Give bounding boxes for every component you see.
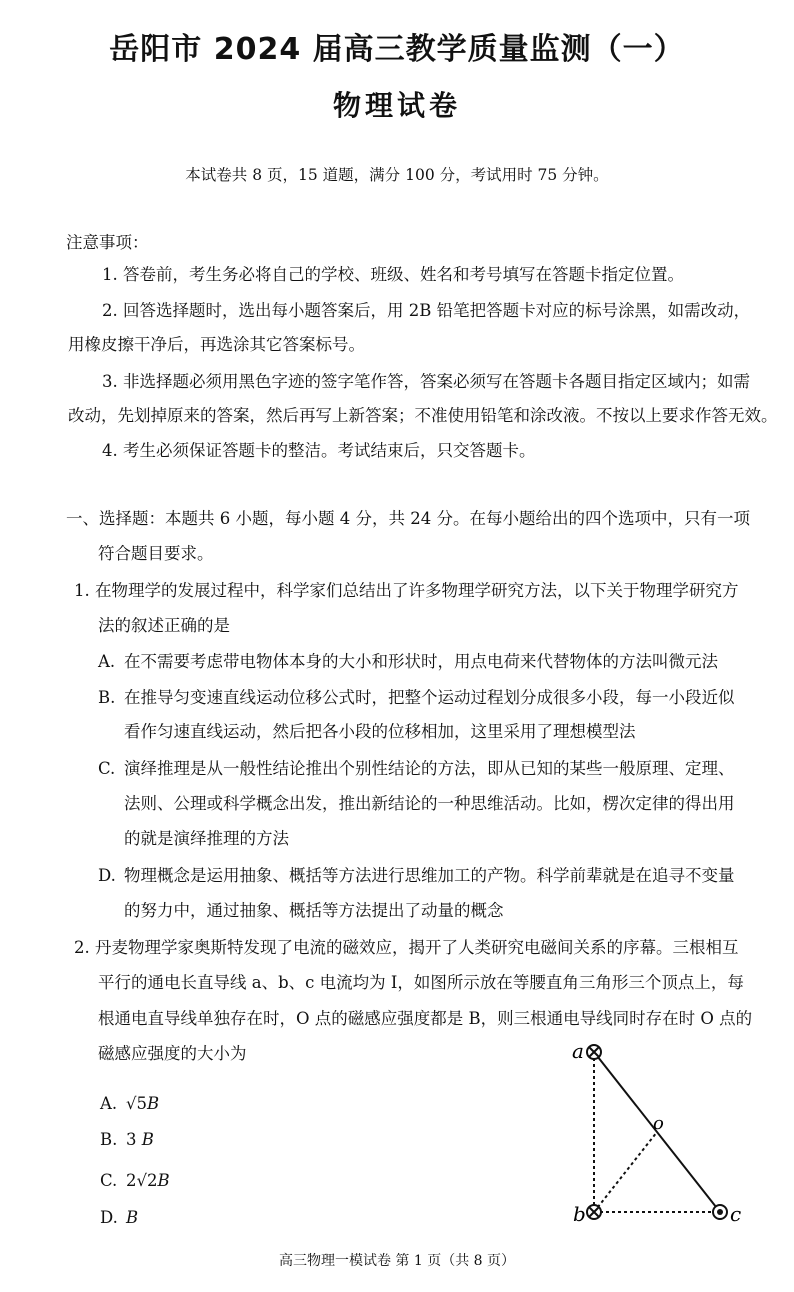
option-variable: B <box>157 1171 170 1190</box>
option-variable: B <box>141 1130 154 1149</box>
option-text: 在推导匀变速直线运动位移公式时，把整个运动过程划分成很多小段，每一小段近似 <box>124 688 735 707</box>
q2-stem-cont2: 根通电直导线单独存在时，O 点的磁感应强度都是 B，则三根通电导线同时存在时 O 点的 <box>98 1009 753 1028</box>
q1-stem-cont: 法的叙述正确的是 <box>98 616 230 635</box>
section-heading: 一、选择题：本题共 6 小题，每小题 4 分，共 24 分。在每小题给出的四个选项中，只有一项 <box>66 509 750 528</box>
option-letter: A. <box>98 652 116 671</box>
q1-option-b-cont: 看作匀速直线运动，然后把各小段的位移相加，这里采用了理想模型法 <box>124 722 636 741</box>
page-title: 岳阳市 2024 届高三教学质量监测（一） <box>109 32 685 67</box>
median-line <box>594 1132 657 1212</box>
label-b: b <box>573 1202 586 1226</box>
notice-item-2-cont: 用橡皮擦干净后，再选涂其它答案标号。 <box>68 335 365 354</box>
label-c: c <box>730 1202 742 1226</box>
q2-option-d <box>100 1207 138 1229</box>
option-variable: B <box>126 1208 139 1227</box>
q2-option-c <box>100 1170 170 1192</box>
q1-option-c-cont2: 的就是演绎推理的方法 <box>124 829 289 848</box>
q2-stem-cont1: 平行的通电长直导线 a、b、c 电流均为 I，如图所示放在等腰直角三角形三个顶点上，每 <box>98 973 744 992</box>
wire-triangle-figure <box>560 1032 760 1232</box>
option-letter: B. <box>100 1130 118 1149</box>
option-letter: B. <box>98 688 116 707</box>
wire-a-into-page-icon <box>587 1045 601 1059</box>
exam-info: 本试卷共 8 页，15 道题，满分 100 分，考试用时 75 分钟。 <box>185 166 609 184</box>
q1-stem: 1. 在物理学的发展过程中，科学家们总结出了许多物理学研究方法，以下关于物理学研究方 <box>74 581 739 600</box>
option-letter: C. <box>100 1171 118 1190</box>
option-coefficient: 3 <box>126 1130 137 1149</box>
section-heading-cont: 符合题目要求。 <box>98 544 214 563</box>
notice-heading: 注意事项： <box>66 233 149 252</box>
wire-c-out-of-page-icon <box>713 1205 727 1219</box>
q1-option-d <box>98 865 735 887</box>
wire-b-into-page-icon <box>587 1205 601 1219</box>
option-letter: A. <box>100 1094 118 1113</box>
option-text: 演绎推理是从一般性结论推出个别性结论的方法，即从已知的某些一般原理、定理、 <box>124 759 735 778</box>
label-a: a <box>572 1039 584 1063</box>
notice-item-1: 1. 答卷前，考生务必将自己的学校、班级、姓名和考号填写在答题卡指定位置。 <box>102 265 684 284</box>
notice-item-4: 4. 考生必须保证答题卡的整洁。考试结束后，只交答题卡。 <box>102 441 536 460</box>
option-letter: D. <box>100 1208 118 1227</box>
notice-item-2: 2. 回答选择题时，选出每小题答案后，用 2B 铅笔把答题卡对应的标号涂黑，如需改动， <box>102 301 751 320</box>
q2-stem-cont3: 磁感应强度的大小为 <box>98 1044 247 1063</box>
option-text: 在不需要考虑带电物体本身的大小和形状时，用点电荷来代替物体的方法叫微元法 <box>124 652 718 671</box>
notice-item-3-cont: 改动，先划掉原来的答案，然后再写上新答案；不准使用铅笔和涂改液。不按以上要求作答无效。 <box>68 406 778 425</box>
q2-option-a <box>100 1093 159 1115</box>
q1-option-c <box>98 758 735 780</box>
q1-option-c-cont1: 法则、公理或科学概念出发，推出新结论的一种思维活动。比如，楞次定律的得出用 <box>124 794 735 813</box>
notice-item-3: 3. 非选择题必须用黑色字迹的签字笔作答，答案必须写在答题卡各题目指定区域内；如需 <box>102 372 750 391</box>
option-coefficient: 2√2 <box>126 1171 158 1190</box>
q1-option-b <box>98 687 735 709</box>
label-o: o <box>653 1113 664 1134</box>
q1-option-d-cont: 的努力中，通过抽象、概括等方法提出了动量的概念 <box>124 901 504 920</box>
page-footer: 高三物理一模试卷 第 1 页（共 8 页） <box>278 1253 516 1269</box>
option-variable: B <box>147 1094 160 1113</box>
q2-option-b <box>100 1129 154 1151</box>
option-letter: D. <box>98 866 116 885</box>
q2-stem: 2. 丹麦物理学家奥斯特发现了电流的磁效应，揭开了人类研究电磁间关系的序幕。三根相互 <box>74 938 739 957</box>
option-text: 物理概念是运用抽象、概括等方法进行思维加工的产物。科学前辈就是在追寻不变量 <box>124 866 735 885</box>
subject-title: 物理试卷 <box>332 89 461 122</box>
option-coefficient: √5 <box>126 1094 148 1113</box>
option-letter: C. <box>98 759 116 778</box>
q1-option-a <box>98 651 718 673</box>
